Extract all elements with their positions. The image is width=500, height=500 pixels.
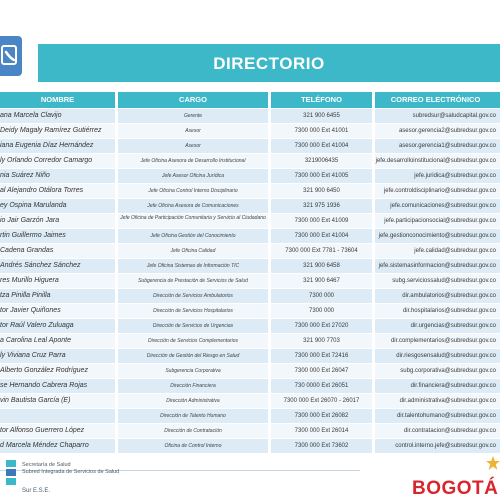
cell-telefono: 7300 000 Ext 27020 bbox=[271, 319, 372, 333]
table-row bbox=[0, 274, 500, 288]
cell-telefono: 7300 000 Ext 26082 bbox=[271, 409, 372, 423]
cell-cargo: Dirección de Servicios Complementarios bbox=[118, 334, 268, 348]
cell-telefono: 7300 000 Ext 26014 bbox=[271, 424, 372, 438]
cell-telefono: 3219006435 bbox=[271, 154, 372, 168]
table-row bbox=[0, 199, 500, 213]
cell-nombre: d Marcela Méndez Chaparro bbox=[0, 439, 115, 453]
cell-telefono: 7300 000 bbox=[271, 289, 372, 303]
cell-nombre: ly Viviana Cruz Parra bbox=[0, 349, 115, 363]
cell-correo[interactable]: jefe.juridica@subredsur.gov.co bbox=[375, 169, 500, 183]
table-row bbox=[0, 304, 500, 318]
cell-nombre: Alberto González Rodríguez bbox=[0, 364, 115, 378]
cell-cargo: Jefe Oficina Gestión del Conocimiento bbox=[118, 229, 268, 243]
cell-telefono: 321 900 7703 bbox=[271, 334, 372, 348]
table-row bbox=[0, 289, 500, 303]
cell-cargo: Dirección Financiera bbox=[118, 379, 268, 393]
cell-cargo: Dirección de Contratación bbox=[118, 424, 268, 438]
cell-correo[interactable]: dir.ambulatorios@subredsur.gov.co bbox=[375, 289, 500, 303]
cell-nombre: ey Ospina Marulanda bbox=[0, 199, 115, 213]
table-row bbox=[0, 109, 500, 123]
cell-telefono: 730 0000 Ext 26051 bbox=[271, 379, 372, 393]
cell-correo[interactable]: dir.urgencias@subredsur.gov.co bbox=[375, 319, 500, 333]
cell-nombre: Andrés Sánchez Sánchez bbox=[0, 259, 115, 273]
cell-nombre: tor Alfonso Guerrero López bbox=[0, 424, 115, 438]
cell-cargo: Jefe Oficina de Participación Comunitaria y Servicio al Ciudadano bbox=[118, 214, 268, 228]
cell-cargo: Dirección de Gestión del Riesgo en Salud bbox=[118, 349, 268, 363]
directory-app-icon bbox=[0, 36, 22, 76]
page-title: DIRECTORIO bbox=[213, 54, 325, 73]
cell-nombre: res Murillo Higuera bbox=[0, 274, 115, 288]
cell-correo[interactable]: jefe.participacionsocial@subredsur.gov.co bbox=[375, 214, 500, 228]
cell-nombre: nia Suárez Niño bbox=[0, 169, 115, 183]
cell-telefono: 7300 000 Ext 26070 - 26017 bbox=[271, 394, 372, 408]
cell-correo[interactable]: dir.hospitalarios@subredsur.gov.co bbox=[375, 304, 500, 318]
directory-icon bbox=[0, 44, 22, 68]
cell-cargo: Dirección de Talento Humano bbox=[118, 409, 268, 423]
cell-telefono: 7300 000 Ext 73602 bbox=[271, 439, 372, 453]
table-row bbox=[0, 409, 500, 423]
cell-nombre: ana Marcela Clavijo bbox=[0, 109, 115, 123]
table-header-row bbox=[0, 92, 500, 108]
cell-nombre: iana Eugenia Díaz Hernández bbox=[0, 139, 115, 153]
cell-cargo: Jefe Asesor Oficina Jurídica bbox=[118, 169, 268, 183]
cell-telefono: 321 900 6455 bbox=[271, 109, 372, 123]
cell-nombre: Cadena Grandas bbox=[0, 244, 115, 258]
table-row bbox=[0, 439, 500, 453]
table-row bbox=[0, 169, 500, 183]
cell-cargo: Jefe Oficina Asesora de Desarrollo Institucional bbox=[118, 154, 268, 168]
cell-telefono: 7300 000 Ext 41009 bbox=[271, 214, 372, 228]
cell-correo[interactable]: subg.corporativa@subredsur.gov.co bbox=[375, 364, 500, 378]
cell-correo[interactable]: jefe.calidad@subredsur.gov.co bbox=[375, 244, 500, 258]
cell-correo[interactable]: jefe.gestionconocimiento@subredsur.gov.co bbox=[375, 229, 500, 243]
cell-nombre: a Carolina Leal Aponte bbox=[0, 334, 115, 348]
cell-cargo: Dirección de Servicios Hospitalarios bbox=[118, 304, 268, 318]
table-row bbox=[0, 424, 500, 438]
cell-nombre: tza Pinilla Pinilla bbox=[0, 289, 115, 303]
cell-cargo: Dirección Administrativa bbox=[118, 394, 268, 408]
cell-cargo: Jefe Oficina Calidad bbox=[118, 244, 268, 258]
table-row bbox=[0, 349, 500, 363]
cell-nombre: tor Raúl Valero Zuluaga bbox=[0, 319, 115, 333]
cell-cargo: Dirección de Servicios Ambulatorios bbox=[118, 289, 268, 303]
cell-correo[interactable]: dir.riesgosensalud@subredsur.gov.co bbox=[375, 349, 500, 363]
cell-nombre bbox=[0, 409, 115, 423]
cell-correo[interactable]: jefe.controldisciplinario@subredsur.gov.co bbox=[375, 184, 500, 198]
column-header-telefono: TELÉFONO bbox=[271, 92, 372, 108]
cell-correo[interactable]: subg.serviciossalud@subredsur.gov.co bbox=[375, 274, 500, 288]
cell-correo[interactable]: dir.financiera@subredsur.gov.co bbox=[375, 379, 500, 393]
cell-telefono: 321 900 6467 bbox=[271, 274, 372, 288]
cell-telefono: 321 900 6450 bbox=[271, 184, 372, 198]
org-subname: Sur E.S.E. bbox=[22, 488, 51, 494]
cell-cargo: Oficina de Control Interno bbox=[118, 439, 268, 453]
cell-telefono: 7300 000 Ext 7781 - 73604 bbox=[271, 244, 372, 258]
cell-telefono: 7300 000 Ext 41001 bbox=[271, 124, 372, 138]
cell-telefono: 7300 000 Ext 72416 bbox=[271, 349, 372, 363]
table-row bbox=[0, 139, 500, 153]
table-row bbox=[0, 364, 500, 378]
cell-cargo: Subgerencia de Prestación de Servicios de Salud bbox=[118, 274, 268, 288]
table-row bbox=[0, 154, 500, 168]
cell-telefono: 321 900 6458 bbox=[271, 259, 372, 273]
cell-cargo: Jefe Oficina Control Interno Disciplinario bbox=[118, 184, 268, 198]
cell-telefono: 7300 000 Ext 26047 bbox=[271, 364, 372, 378]
table-row bbox=[0, 379, 500, 393]
cell-correo[interactable]: jefe.sistemasinformacion@subredsur.gov.co bbox=[375, 259, 500, 273]
cell-nombre: io Jair Garzón Jara bbox=[0, 214, 115, 228]
cell-nombre: Deidy Magaly Ramírez Gutiérrez bbox=[0, 124, 115, 138]
org-name: Secretaría de Salud Subred Integrada de Servicios de Salud bbox=[22, 462, 120, 475]
table-row bbox=[0, 319, 500, 333]
cell-correo[interactable]: subredsur@saludcapital.gov.co bbox=[375, 109, 500, 123]
cell-cargo: Jefe Oficina Asesora de Comunicaciones bbox=[118, 199, 268, 213]
title-banner bbox=[38, 44, 500, 82]
cell-nombre: se Hernando Cabrera Rojas bbox=[0, 379, 115, 393]
table-row bbox=[0, 259, 500, 273]
bogota-logo: BOGOTÁ bbox=[412, 478, 499, 499]
cell-telefono: 7300 000 Ext 41005 bbox=[271, 169, 372, 183]
cell-cargo: Subgerencia Corporativa bbox=[118, 364, 268, 378]
cell-telefono: 7300 000 bbox=[271, 304, 372, 318]
cell-correo[interactable]: asesor.gerencia2@subredsur.gov.co bbox=[375, 124, 500, 138]
cell-nombre: al Alejandro Otálora Torres bbox=[0, 184, 115, 198]
column-header-correo: CORREO ELECTRÓNICO bbox=[375, 92, 500, 108]
table-row bbox=[0, 229, 500, 243]
cell-cargo: Asesor bbox=[118, 124, 268, 138]
cell-nombre: ly Orlando Corredor Camargo bbox=[0, 154, 115, 168]
cell-nombre: tor Javier Quiñones bbox=[0, 304, 115, 318]
table-row bbox=[0, 124, 500, 138]
cell-correo[interactable]: jefe.desarrolloinstitucional@subredsur.gov.co bbox=[375, 154, 500, 168]
table-row bbox=[0, 394, 500, 408]
cell-correo[interactable]: control.interno.jefe@subredsur.gov.co bbox=[375, 439, 500, 453]
table-row bbox=[0, 214, 500, 228]
cell-correo[interactable]: asesor.gerencia1@subredsur.gov.co bbox=[375, 139, 500, 153]
star-icon bbox=[486, 456, 500, 470]
cell-cargo: Dirección de Servicios de Urgencias bbox=[118, 319, 268, 333]
cell-cargo: Jefe Oficina Sistemas de Información TIC bbox=[118, 259, 268, 273]
secretaria-salud-logo bbox=[4, 458, 20, 488]
cell-telefono: 7300 000 Ext 41004 bbox=[271, 139, 372, 153]
column-header-cargo: CARGO bbox=[118, 92, 268, 108]
cell-correo[interactable]: jefe.comunicaciones@subredsur.gov.co bbox=[375, 199, 500, 213]
cell-telefono: 321 975 1936 bbox=[271, 199, 372, 213]
cell-nombre: vin Bautista García (E) bbox=[0, 394, 115, 408]
column-header-nombre: NOMBRE bbox=[0, 92, 115, 108]
cell-correo[interactable]: dir.contratacion@subredsur.gov.co bbox=[375, 424, 500, 438]
table-row bbox=[0, 244, 500, 258]
cell-cargo: Gerente bbox=[118, 109, 268, 123]
cell-correo[interactable]: dir.talentohumano@subredsur.gov.co bbox=[375, 409, 500, 423]
cell-nombre: rtin Guillermo Jaimes bbox=[0, 229, 115, 243]
cell-correo[interactable]: dir.complementarios@subredsur.gov.co bbox=[375, 334, 500, 348]
table-row bbox=[0, 334, 500, 348]
table-row bbox=[0, 184, 500, 198]
cell-telefono: 7300 000 Ext 41004 bbox=[271, 229, 372, 243]
cell-cargo: Asesor bbox=[118, 139, 268, 153]
cell-correo[interactable]: dir.administrativa@subredsur.gov.co bbox=[375, 394, 500, 408]
